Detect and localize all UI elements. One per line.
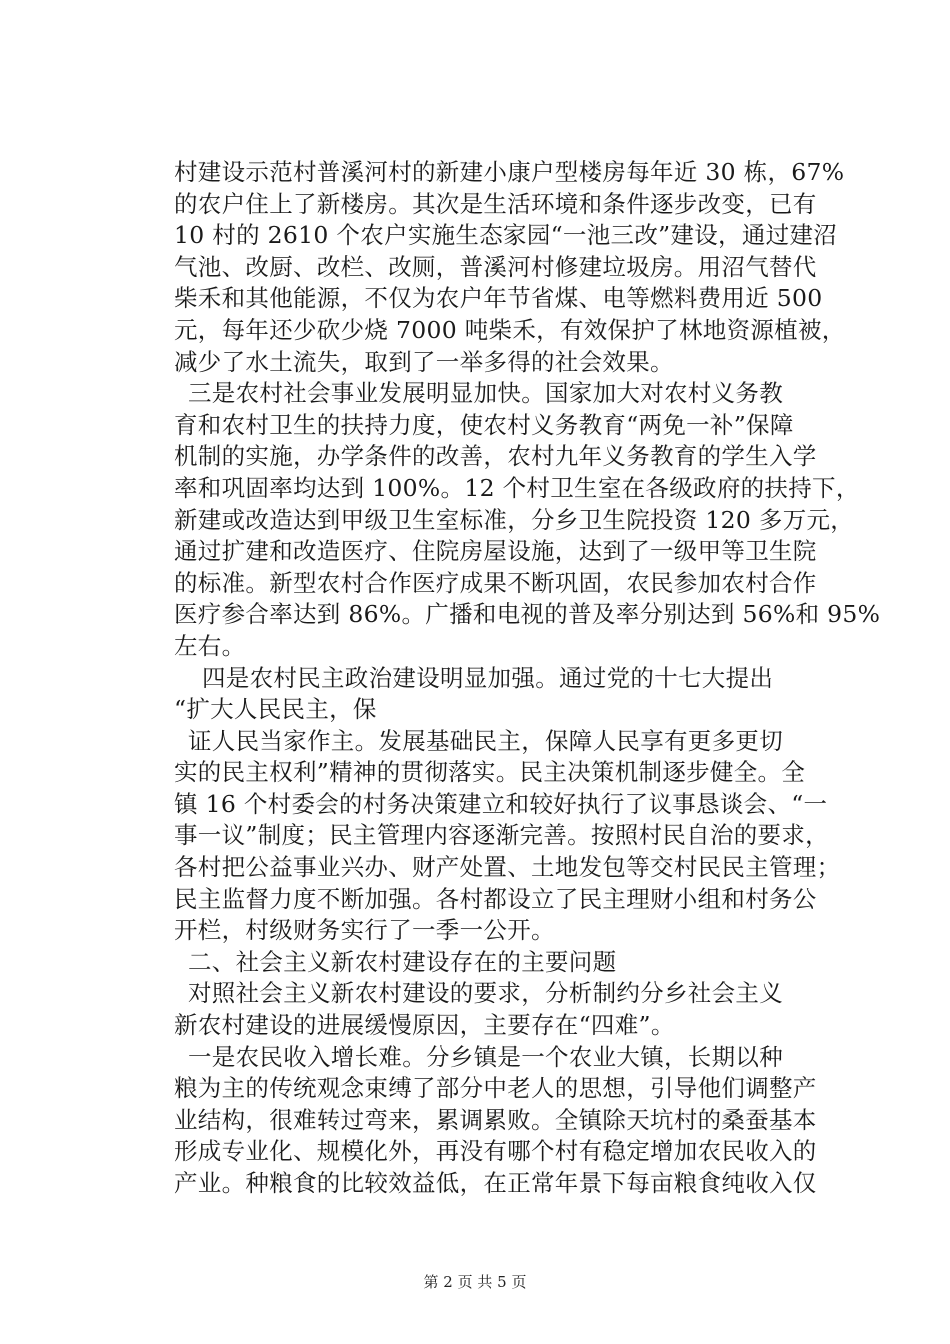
text-line: 事一议”制度；民主管理内容逐渐完善。按照村民自治的要求， (174, 821, 829, 850)
text-line: 元，每年还少砍少烧 7000 吨柴禾，有效保护了林地资源植被， (174, 315, 846, 344)
text-line: 减少了水土流失，取到了一举多得的社会效果。 (174, 347, 674, 376)
text-line: 各村把公益事业兴办、财产处置、土地发包等交村民民主管理； (174, 853, 841, 882)
body-text (174, 157, 881, 1200)
text-line: 的标准。新型农村合作医疗成果不断巩固，农民参加农村合作 (174, 568, 817, 597)
text-line: 产业。种粮食的比较效益低，在正常年景下每亩粮食纯收入仅 (174, 1169, 817, 1197)
text-line: 率和巩固率均达到 100%。12 个村卫生室在各级政府的扶持下， (174, 473, 860, 502)
text-line: 气池、改厨、改栏、改厕，普溪河村修建垃圾房。用沼气替代 (174, 252, 817, 281)
text-line: 新农村建设的进展缓慢原因，主要存在“四难”。 (174, 1011, 675, 1040)
text-line: 机制的实施，办学条件的改善，农村九年义务教育的学生入学 (174, 442, 817, 471)
section-heading: 二、社会主义新农村建设存在的主要问题 (188, 947, 617, 976)
text-line: 柴禾和其他能源，不仅为农户年节省煤、电等燃料费用近 500 (174, 284, 823, 313)
text-line: 形成专业化、规模化外，再没有哪个村有稳定增加农民收入的 (174, 1137, 817, 1166)
text-line: 镇 16 个村委会的村务决策建立和较好执行了议事恳谈会、“一 (174, 789, 828, 818)
paragraph-start-line: 一是农民收入增长难。分乡镇是一个农业大镇，长期以种 (188, 1042, 783, 1071)
text-line: 育和农村卫生的扶持力度，使农村义务教育“两免一补”保障 (174, 410, 794, 439)
text-line: 的农户住上了新楼房。其次是生活环境和条件逐步改变，已有 (174, 189, 817, 218)
text-line: 医疗参合率达到 86%。广播和电视的普及率分别达到 56%和 95% (174, 600, 881, 629)
text-line: “扩大人民民主，保 (174, 695, 377, 724)
text-line: 通过扩建和改造医疗、住院房屋设施，达到了一级甲等卫生院 (174, 537, 817, 566)
text-line: 左右。 (174, 631, 246, 660)
text-line: 民主监督力度不断加强。各村都设立了民主理财小组和村务公 (174, 884, 817, 913)
page-number-footer: 第 2 页 共 5 页 (423, 1273, 527, 1291)
paragraph-start-line: 证人民当家作主。发展基础民主，保障人民享有更多更切 (188, 726, 783, 755)
text-line: 实的民主权利”精神的贯彻落实。民主决策机制逐步健全。全 (174, 758, 806, 787)
paragraph-start-line: 三是农村社会事业发展明显加快。国家加大对农村义务教 (188, 379, 783, 408)
text-line: 开栏，村级财务实行了一季一公开。 (174, 916, 555, 945)
paragraph-start-line: 对照社会主义新农村建设的要求，分析制约分乡社会主义 (188, 979, 783, 1008)
text-line: 业结构，很难转过弯来，累调累败。全镇除天坑村的桑蚕基本 (174, 1105, 817, 1134)
text-line: 村建设示范村普溪河村的新建小康户型楼房每年近 30 栋，67% (174, 158, 845, 186)
text-line: 新建或改造达到甲级卫生室标准，分乡卫生院投资 120 多万元， (174, 505, 855, 534)
text-line: 粮为主的传统观念束缚了部分中老人的思想，引导他们调整产 (174, 1074, 817, 1103)
text-line: 10 村的 2610 个农户实施生态家园“一池三改”建设，通过建沼 (174, 221, 838, 250)
paragraph-start-line: 四是农村民主政治建设明显加强。通过党的十七大提出 (202, 663, 774, 692)
